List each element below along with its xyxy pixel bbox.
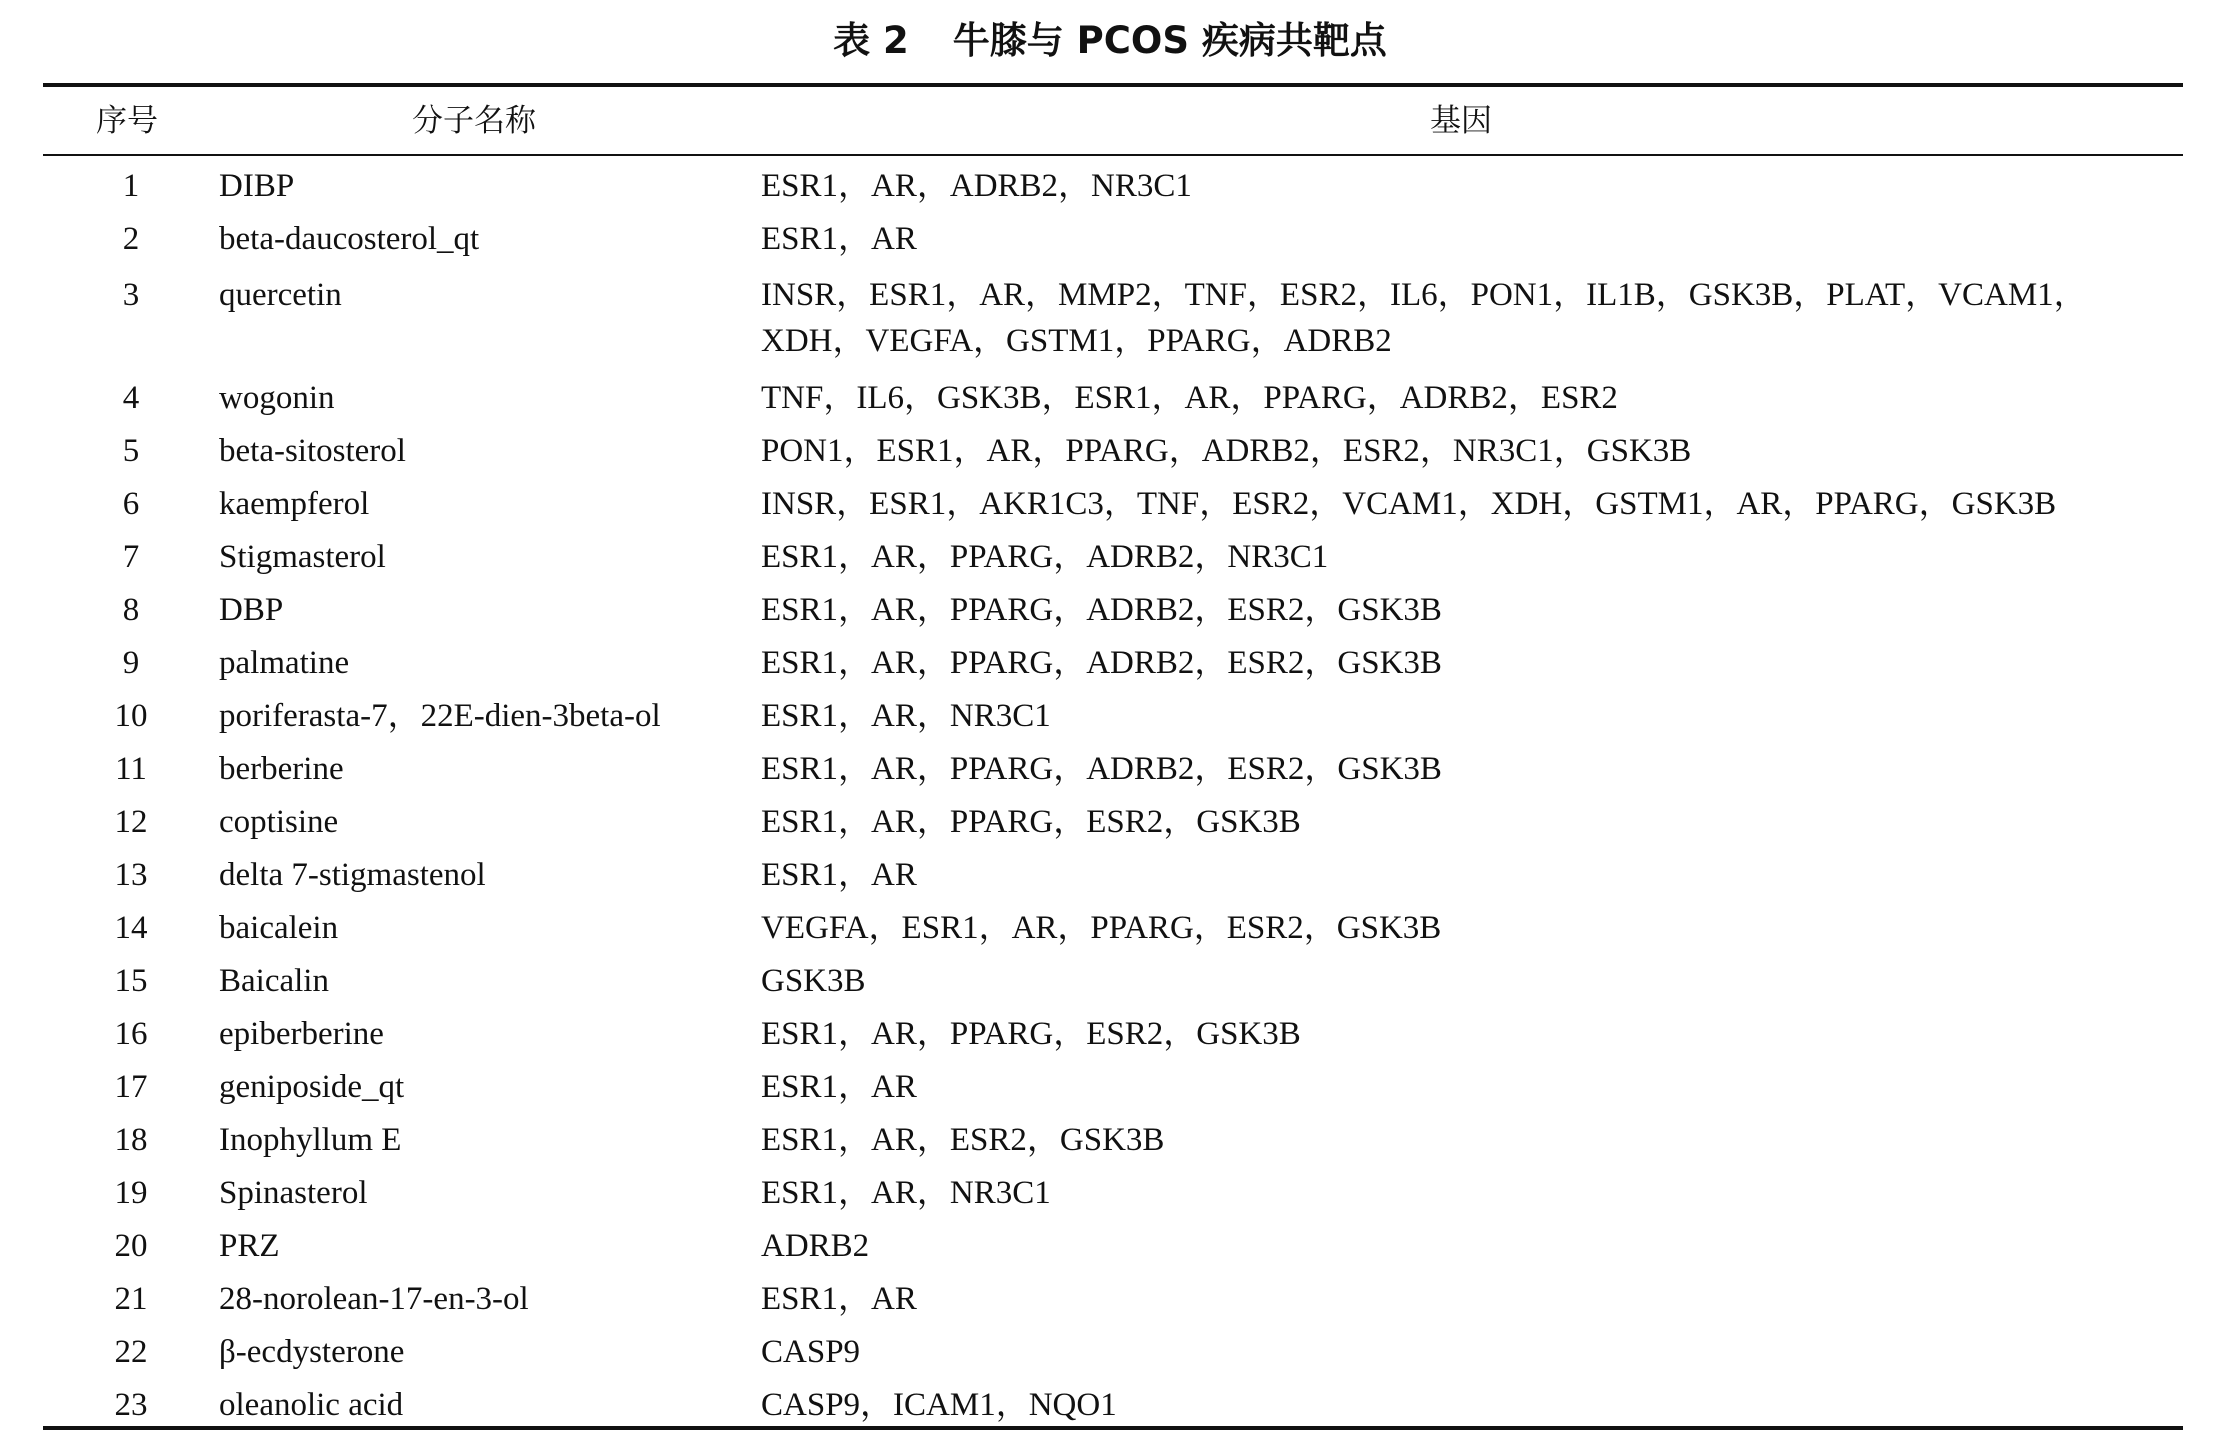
table-row [43, 213, 2183, 266]
cell-serial-number: 6 [122, 486, 140, 522]
table-row [43, 1220, 2183, 1273]
table-row [43, 1114, 2183, 1167]
cell-molecule-name: poriferasta-7，22E-dien-3beta-ol [219, 698, 661, 734]
cell-genes: INSR，ESR1，AR，MMP2，TNF，ESR2，IL6，PON1，IL1B，GSK3B，PLAT，VCAM1，XDH，VEGFA，GSTM1，PPARG，ADRB2 [761, 277, 2087, 359]
table-body [43, 160, 2183, 1432]
cell-molecule-name: delta 7-stigmastenol [219, 857, 486, 893]
cell-serial-number: 1 [122, 168, 140, 204]
cell-serial-number: 16 [114, 1016, 148, 1052]
cell-genes: ESR1，AR，PPARG，ADRB2，NR3C1 [761, 539, 1329, 575]
cell-molecule-name: DIBP [219, 168, 295, 204]
cell-molecule-name: palmatine [219, 645, 350, 681]
table-row [43, 955, 2183, 1008]
cell-molecule-name: baicalein [219, 910, 339, 946]
table-row [43, 902, 2183, 955]
table-row [43, 796, 2183, 849]
cell-serial-number: 10 [114, 698, 148, 734]
top-rule [43, 83, 2183, 87]
table-row [43, 478, 2183, 531]
cell-serial-number: 22 [114, 1334, 148, 1370]
cell-genes: ESR1，AR，PPARG，ESR2，GSK3B [761, 804, 1301, 840]
cell-molecule-name: Spinasterol [219, 1175, 368, 1211]
cell-serial-number: 9 [122, 645, 140, 681]
cell-molecule-name: DBP [219, 592, 284, 628]
cell-molecule-name: epiberberine [219, 1016, 384, 1052]
header-serial-number: 序号 [96, 103, 158, 139]
cell-genes: ESR1，AR，NR3C1 [761, 698, 1051, 734]
cell-molecule-name: quercetin [219, 277, 342, 313]
table-title-label: 表 2 [833, 19, 909, 62]
cell-serial-number: 11 [115, 751, 147, 787]
cell-genes: GSK3B [761, 963, 866, 999]
cell-genes: ESR1，AR [761, 1069, 917, 1105]
cell-serial-number: 3 [122, 277, 140, 313]
cell-molecule-name: beta-sitosterol [219, 433, 406, 469]
table-row [43, 690, 2183, 743]
cell-serial-number: 18 [114, 1122, 148, 1158]
cell-genes: TNF，IL6，GSK3B，ESR1，AR，PPARG，ADRB2，ESR2 [761, 380, 1618, 416]
targets-table [43, 160, 2183, 1432]
bottom-rule [43, 1426, 2183, 1430]
cell-molecule-name: 28-norolean-17-en-3-ol [219, 1281, 529, 1317]
table-row [43, 849, 2183, 902]
cell-genes: ESR1，AR，PPARG，ESR2，GSK3B [761, 1016, 1301, 1052]
cell-genes: INSR，ESR1，AKR1C3，TNF，ESR2，VCAM1，XDH，GSTM1，AR，PPARG，GSK3B [761, 486, 2057, 522]
cell-molecule-name: geniposide_qt [219, 1069, 405, 1105]
cell-molecule-name: berberine [219, 751, 344, 787]
cell-serial-number: 20 [114, 1228, 148, 1264]
cell-molecule-name: kaempferol [219, 486, 370, 522]
cell-molecule-name: Inophyllum E [219, 1122, 402, 1158]
cell-molecule-name: β-ecdysterone [219, 1334, 405, 1370]
cell-molecule-name: beta-daucosterol_qt [219, 221, 480, 257]
cell-genes: CASP9，ICAM1，NQO1 [761, 1387, 1117, 1423]
table-row [43, 1273, 2183, 1326]
header-molecule-name: 分子名称 [412, 103, 536, 139]
cell-genes: ESR1，AR，ADRB2，NR3C1 [761, 168, 1192, 204]
cell-serial-number: 15 [114, 963, 148, 999]
cell-serial-number: 19 [114, 1175, 148, 1211]
cell-serial-number: 12 [114, 804, 148, 840]
table-row [43, 1326, 2183, 1379]
header-gene: 基因 [1430, 103, 1492, 139]
cell-molecule-name: PRZ [219, 1228, 280, 1264]
cell-genes: ESR1，AR，PPARG，ADRB2，ESR2，GSK3B [761, 645, 1442, 681]
table-header [0, 92, 2220, 150]
cell-genes: ESR1，AR [761, 221, 917, 257]
cell-genes: ESR1，AR [761, 857, 917, 893]
table-row [43, 372, 2183, 425]
cell-serial-number: 14 [114, 910, 148, 946]
cell-serial-number: 13 [114, 857, 148, 893]
table-row [43, 1008, 2183, 1061]
table-title-text: 牛膝与 PCOS 疾病共靶点 [952, 19, 1387, 62]
cell-genes: ADRB2 [761, 1228, 870, 1264]
table-row [43, 743, 2183, 796]
cell-genes: VEGFA，ESR1，AR，PPARG，ESR2，GSK3B [761, 910, 1442, 946]
cell-serial-number: 7 [122, 539, 140, 575]
cell-genes: ESR1，AR，PPARG，ADRB2，ESR2，GSK3B [761, 751, 1442, 787]
cell-genes: PON1，ESR1，AR，PPARG，ADRB2，ESR2，NR3C1，GSK3B [761, 433, 1692, 469]
table-row [43, 584, 2183, 637]
cell-molecule-name: coptisine [219, 804, 339, 840]
cell-serial-number: 21 [114, 1281, 148, 1317]
cell-genes: ESR1，AR，NR3C1 [761, 1175, 1051, 1211]
table-row [43, 637, 2183, 690]
table-row [43, 160, 2183, 213]
table-row [43, 266, 2183, 372]
cell-serial-number: 23 [114, 1387, 148, 1423]
cell-serial-number: 2 [122, 221, 140, 257]
cell-genes: CASP9 [761, 1334, 861, 1370]
table-row [43, 1379, 2183, 1432]
cell-molecule-name: Baicalin [219, 963, 329, 999]
table-title [0, 14, 2220, 68]
cell-genes: ESR1，AR，ESR2，GSK3B [761, 1122, 1165, 1158]
cell-serial-number: 17 [114, 1069, 148, 1105]
cell-molecule-name: oleanolic acid [219, 1387, 404, 1423]
cell-genes: ESR1，AR，PPARG，ADRB2，ESR2，GSK3B [761, 592, 1442, 628]
table-row [43, 531, 2183, 584]
table-row [43, 425, 2183, 478]
cell-molecule-name: Stigmasterol [219, 539, 386, 575]
table-row [43, 1167, 2183, 1220]
header-rule [43, 154, 2183, 156]
cell-serial-number: 4 [122, 380, 140, 416]
cell-serial-number: 8 [122, 592, 140, 628]
table-row [43, 1061, 2183, 1114]
cell-molecule-name: wogonin [219, 380, 335, 416]
cell-genes: ESR1，AR [761, 1281, 917, 1317]
cell-serial-number: 5 [122, 433, 140, 469]
